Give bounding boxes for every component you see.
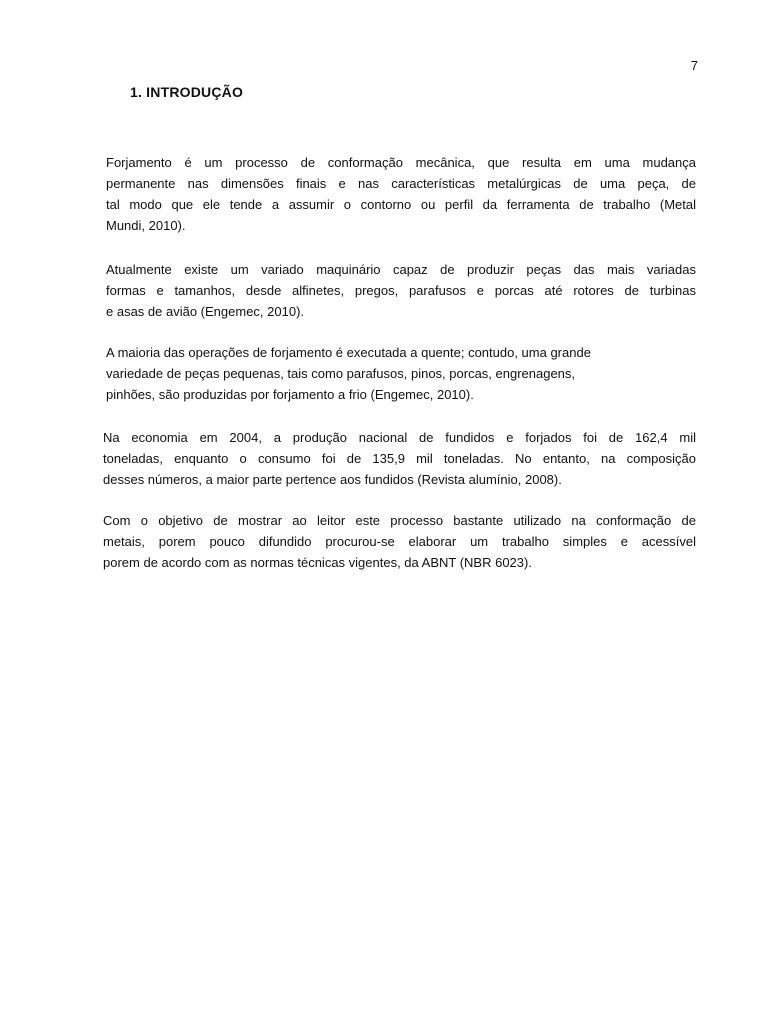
paragraph-line: Forjamento é um processo de conformação mecânica, que resulta em uma mudança	[106, 155, 696, 170]
paragraph-line: Mundi, 2010).	[106, 218, 186, 233]
paragraph-line: toneladas, enquanto o consumo foi de 135,9 mil toneladas. No entanto, na composição	[103, 451, 696, 466]
paragraph-line: e asas de avião (Engemec, 2010).	[106, 304, 305, 319]
paragraph-line: A maioria das operações de forjamento é executada a quente; contudo, uma grande	[106, 345, 591, 360]
paragraph-objetivo	[103, 510, 696, 573]
paragraph-line: metais, porem pouco difundido procurou-se elaborar um trabalho simples e acessível	[103, 534, 696, 549]
paragraph-operacoes	[106, 342, 696, 405]
paragraph-line: desses números, a maior parte pertence aos fundidos (Revista alumínio, 2008).	[103, 472, 562, 487]
paragraph-line: permanente nas dimensões finais e nas características metalúrgicas de uma peça, de	[106, 176, 696, 191]
paragraph-line: pinhões, são produzidas por forjamento a frio (Engemec, 2010).	[106, 387, 474, 402]
paragraph-maquinario	[106, 259, 696, 322]
paragraph-line: porem de acordo com as normas técnicas vigentes, da ABNT (NBR 6023).	[103, 555, 532, 570]
paragraph-economia	[103, 427, 696, 490]
page-number: 7	[690, 58, 698, 73]
paragraph-line: Na economia em 2004, a produção nacional de fundidos e forjados foi de 162,4 mil	[103, 430, 696, 445]
paragraph-line: Atualmente existe um variado maquinário capaz de produzir peças das mais variadas	[106, 262, 696, 277]
paragraph-forjamento-definition	[106, 152, 696, 236]
paragraph-line: formas e tamanhos, desde alfinetes, pregos, parafusos e porcas até rotores de turbinas	[106, 283, 696, 298]
paragraph-line: tal modo que ele tende a assumir o contorno ou perfil da ferramenta de trabalho (Metal	[106, 197, 696, 212]
paragraph-line: Com o objetivo de mostrar ao leitor este processo bastante utilizado na conformação de	[103, 513, 696, 528]
paragraph-line: variedade de peças pequenas, tais como parafusos, pinos, porcas, engrenagens,	[106, 366, 576, 381]
section-heading: 1. INTRODUÇÃO	[130, 84, 244, 100]
